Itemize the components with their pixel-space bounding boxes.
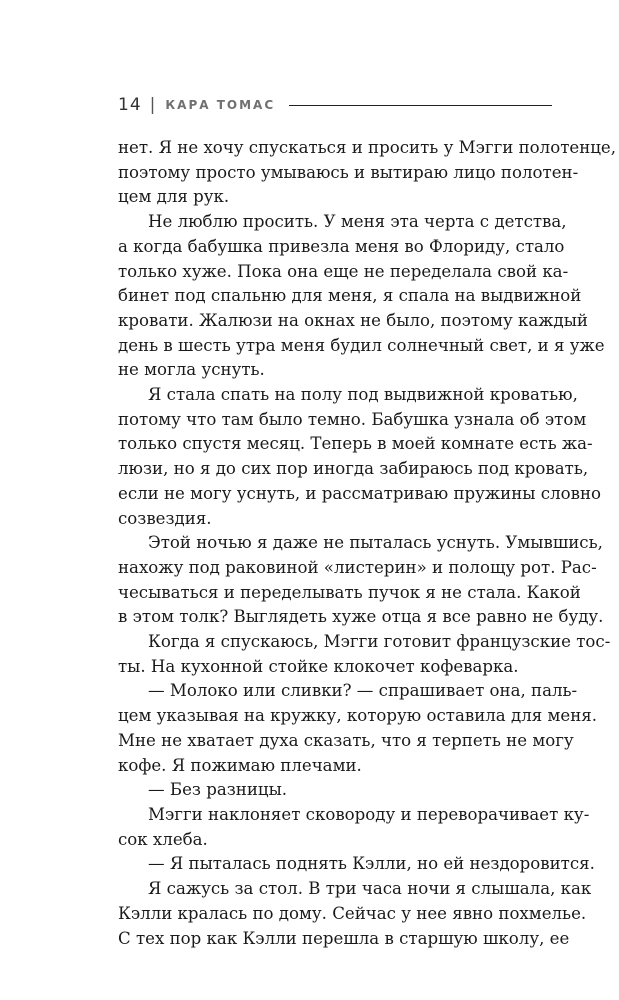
text-line: Я стала спать на полу под выдвижной кроватью, bbox=[148, 385, 578, 405]
text-line: день в шесть утра меня будил солнечный свет, и я уже bbox=[118, 335, 605, 355]
header-rule bbox=[289, 105, 552, 106]
text-line: Этой ночью я даже не пыталась уснуть. Умывшись, bbox=[148, 533, 603, 553]
text-line: — Молоко или сливки? — спрашивает она, паль- bbox=[148, 681, 578, 701]
page-number: 14 bbox=[118, 95, 142, 115]
text-line: нет. Я не хочу спускаться и просить у Мэгги полотенце, bbox=[118, 138, 617, 157]
text-line: люзи, но я до сих пор иногда забираюсь под кровать, bbox=[118, 459, 589, 479]
paragraph bbox=[118, 679, 598, 778]
text-line: потому что там было темно. Бабушка узнала об этом bbox=[118, 409, 587, 429]
text-line: Когда я спускаюсь, Мэгги готовит французские тос- bbox=[148, 632, 611, 652]
text-line: только хуже. Пока она еще не переделала свой ка- bbox=[118, 261, 569, 281]
author-name: КАРА ТОМАС bbox=[165, 98, 276, 112]
running-head bbox=[118, 93, 552, 117]
text-line: кофе. Я пожимаю плечами. bbox=[118, 755, 362, 775]
text-line: цем для рук. bbox=[118, 187, 230, 207]
paragraph bbox=[118, 778, 552, 803]
text-line: — Без разницы. bbox=[148, 780, 288, 800]
paragraph bbox=[118, 136, 617, 210]
text-line: поэтому просто умываюсь и вытираю лицо полотен- bbox=[118, 162, 579, 182]
text-line: Кэлли кралась по дому. Сейчас у нее явно похмелье. bbox=[118, 903, 587, 923]
paragraph bbox=[118, 210, 605, 383]
paragraph bbox=[118, 877, 592, 951]
body-text bbox=[118, 136, 617, 951]
text-line: цем указывая на кружку, которую оставила для меня. bbox=[118, 706, 598, 726]
text-line: ты. На кухонной стойке клокочет кофеварка. bbox=[118, 656, 519, 676]
paragraph bbox=[118, 531, 604, 630]
text-line: С тех пор как Кэлли перешла в старшую школу, ее bbox=[118, 928, 570, 948]
text-line: чесываться и переделывать пучок я не стала. Какой bbox=[118, 582, 581, 602]
text-line: бинет под спальню для меня, я спала на выдвижной bbox=[118, 286, 582, 306]
text-line: в этом толк? Выглядеть хуже отца я все равно не буду. bbox=[118, 607, 604, 627]
paragraph bbox=[118, 803, 590, 852]
text-line: только спустя месяц. Теперь в моей комнате есть жа- bbox=[118, 434, 593, 454]
header-separator: | bbox=[149, 95, 156, 115]
text-line: а когда бабушка привезла меня во Флориду, стало bbox=[118, 236, 565, 256]
paragraph bbox=[118, 852, 595, 877]
text-line: кровати. Жалюзи на окнах не было, поэтому каждый bbox=[118, 310, 588, 330]
text-line: Я сажусь за стол. В три часа ночи я слышала, как bbox=[148, 879, 592, 899]
text-line: не могла уснуть. bbox=[118, 360, 265, 380]
text-line: Мэгги наклоняет сковороду и переворачивает ку- bbox=[148, 804, 590, 824]
text-line: созвездия. bbox=[118, 508, 212, 528]
paragraph bbox=[118, 630, 611, 679]
text-line: — Я пыталась поднять Кэлли, но ей нездоровится. bbox=[148, 854, 595, 874]
text-line: сок хлеба. bbox=[118, 829, 208, 849]
text-line: Не люблю просить. У меня эта черта с детства, bbox=[148, 212, 567, 232]
text-line: нахожу под раковиной «листерин» и полощу рот. Рас- bbox=[118, 557, 597, 577]
text-line: если не могу уснуть, и рассматриваю пружины словно bbox=[118, 483, 602, 503]
paragraph bbox=[118, 383, 602, 531]
text-line: Мне не хватает духа сказать, что я терпеть не могу bbox=[118, 730, 574, 750]
